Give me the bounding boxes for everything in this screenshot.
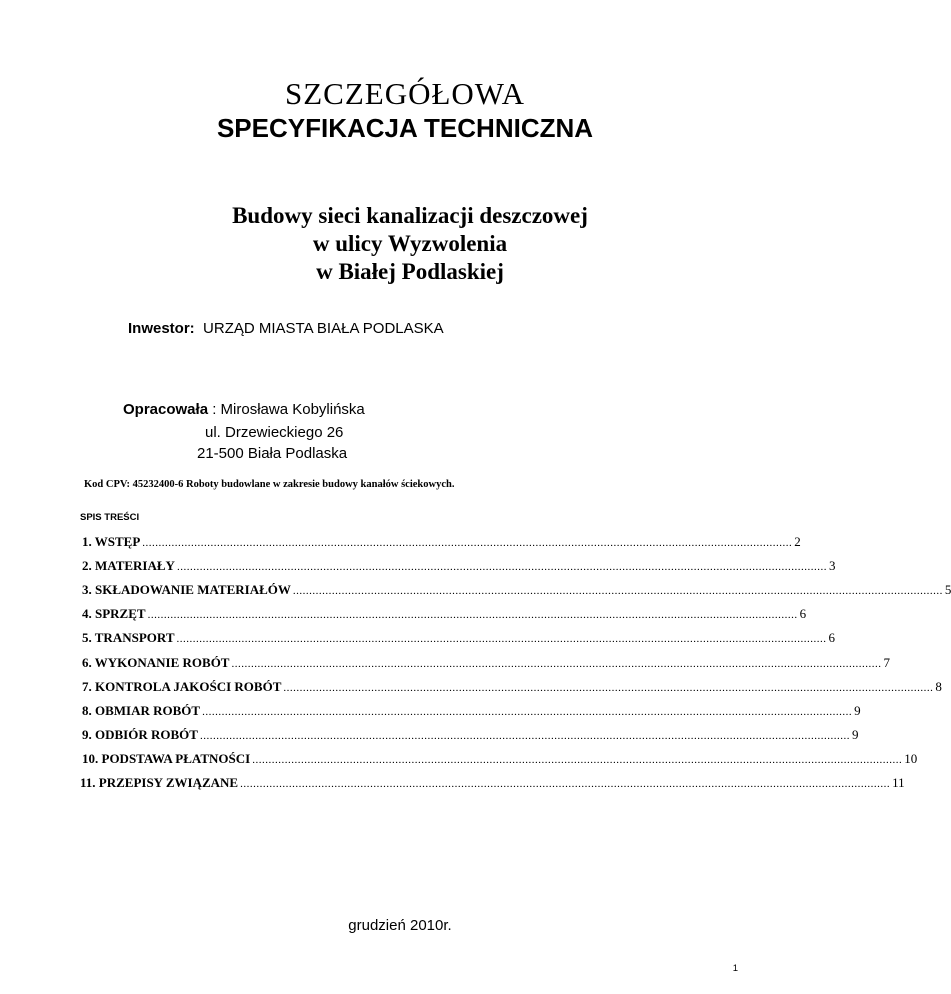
toc-entry-page: 3 xyxy=(828,558,836,574)
toc-leader-dots: ........................................................................................................................................................................................................ xyxy=(283,681,934,694)
toc-entry-title: 9. ODBIÓR ROBÓT xyxy=(82,726,198,742)
toc-entry-title: 5. TRANSPORT xyxy=(82,630,175,646)
toc-entry[interactable] xyxy=(82,726,859,749)
author-name: : Mirosława Kobylińska xyxy=(208,401,365,418)
toc-leader-dots: ........................................................................................................................................................................................................ xyxy=(199,729,850,742)
toc-entry-page: 10 xyxy=(904,750,918,766)
toc-entry-page: 11 xyxy=(892,775,905,790)
toc-leader-dots: ........................................................................................................................................................................................................ xyxy=(142,537,793,549)
toc-entry-page: 6 xyxy=(799,606,807,622)
toc-entry[interactable] xyxy=(82,558,836,580)
toc-entry-page: 9 xyxy=(851,726,859,742)
document-title-line1: SZCZEGÓŁOWA xyxy=(284,76,526,111)
toc-entry[interactable] xyxy=(82,654,890,677)
investor-value: URZĄD MIASTA BIAŁA PODLASKA xyxy=(203,320,444,337)
toc-leader-dots: ........................................................................................................................................................................................................ xyxy=(147,609,798,622)
toc-entry-title: 7. KONTROLA JAKOŚCI ROBÓT xyxy=(82,678,282,694)
author-street: ul. Drzewieckiego 26 xyxy=(205,424,344,441)
toc-entry-page: 7 xyxy=(883,654,890,670)
author-label: Opracowała xyxy=(123,401,209,418)
toc-entry-title: 1. WSTĘP xyxy=(82,534,141,549)
author-city: 21-500 Biała Podlaska xyxy=(197,445,348,462)
toc-leader-dots: ........................................................................................................................................................................................................ xyxy=(252,753,903,766)
document-date: grudzień 2010r. xyxy=(348,917,452,934)
investor-label: Inwestor: xyxy=(128,320,195,337)
toc-leader-dots: ........................................................................................................................................................................................................ xyxy=(176,561,827,574)
toc-entry[interactable] xyxy=(82,750,918,773)
toc-entry-title: 10. PODSTAWA PŁATNOŚCI xyxy=(82,750,251,766)
toc-entry[interactable] xyxy=(82,702,861,725)
toc-leader-dots: ........................................................................................................................................................................................................ xyxy=(231,657,882,670)
author-line xyxy=(123,401,365,418)
toc-entry-title: 4. SPRZĘT xyxy=(82,606,146,622)
toc-entry[interactable] xyxy=(82,678,942,701)
toc-entry[interactable] xyxy=(82,534,801,556)
toc-heading: SPIS TREŚCI xyxy=(80,512,140,523)
toc-leader-dots: ........................................................................................................................................................................................................ xyxy=(176,633,827,646)
toc-entry-title: 3. SKŁADOWANIE MATERIAŁÓW xyxy=(82,582,291,598)
toc-entry-page: 8 xyxy=(935,678,942,694)
toc-leader-dots: ........................................................................................................................................................................................................ xyxy=(292,585,943,598)
document-title-line2: SPECYFIKACJA TECHNICZNA xyxy=(216,113,594,143)
investor-line xyxy=(128,320,444,337)
toc-entry-page: 2 xyxy=(794,534,801,549)
toc-entry[interactable] xyxy=(82,630,835,652)
toc-entry-page: 6 xyxy=(828,630,835,646)
toc-entry-title: 2. MATERIAŁY xyxy=(82,558,175,574)
toc-leader-dots: ........................................................................................................................................................................................................ xyxy=(202,705,853,718)
toc-entry-title: 6. WYKONANIE ROBÓT xyxy=(82,654,230,670)
subject-line-3: w Białej Podlaskiej xyxy=(316,259,504,284)
toc-entry-page: 5 xyxy=(944,582,951,598)
toc-leader-dots: ........................................................................................................................................................................................................ xyxy=(240,778,891,790)
subject-line-1: Budowy sieci kanalizacji deszczowej xyxy=(232,203,588,228)
page-number: 1 xyxy=(732,963,738,974)
cpv-code: Kod CPV: 45232400-6 Roboty budowlane w zakresie budowy kanałów ściekowych. xyxy=(84,479,455,490)
subject-line-2: w ulicy Wyzwolenia xyxy=(312,231,508,256)
toc-entry[interactable] xyxy=(82,582,951,604)
toc-entry-page: 9 xyxy=(854,702,861,718)
toc-entry[interactable] xyxy=(82,606,807,628)
toc-entry-title: 11. PRZEPISY ZWIĄZANE xyxy=(80,775,239,790)
toc-entry-title: 8. OBMIAR ROBÓT xyxy=(82,702,201,718)
toc-entry[interactable] xyxy=(80,775,905,797)
